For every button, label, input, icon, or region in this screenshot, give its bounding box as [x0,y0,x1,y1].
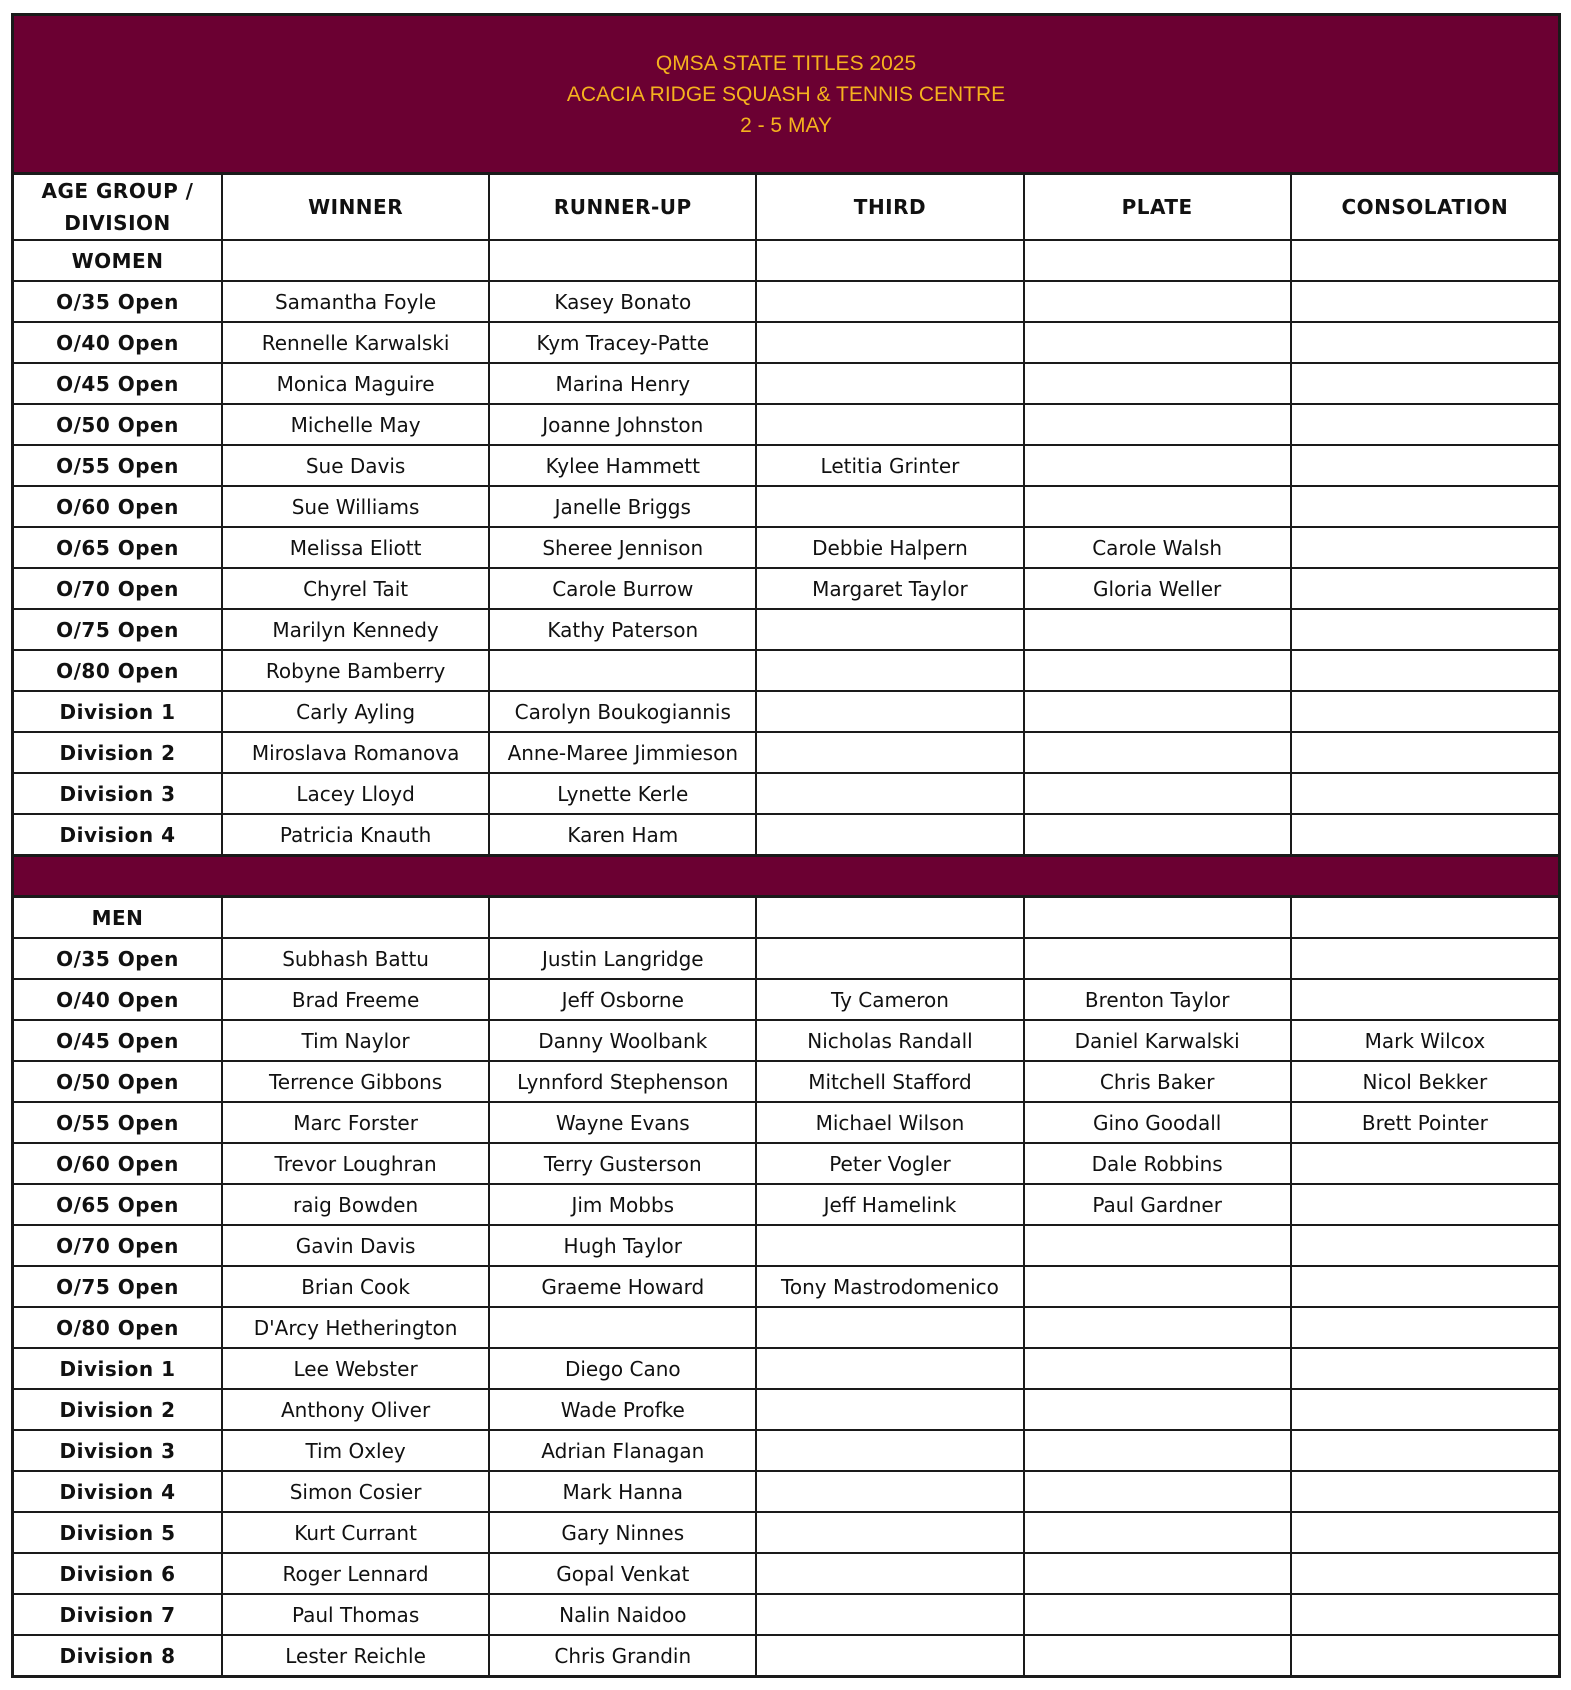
plate-cell [1024,732,1291,773]
women-results-table [14,175,1558,854]
header-third: THIRD [756,175,1023,240]
age-group-cell: O/50 Open [14,1061,222,1102]
table-row [14,363,1558,404]
age-group-cell: O/35 Open [14,938,222,979]
consolation-cell [1291,281,1558,322]
age-group-cell: O/50 Open [14,404,222,445]
runner-up-cell: Joanne Johnston [489,404,756,445]
third-cell [756,322,1023,363]
third-cell: Debbie Halpern [756,527,1023,568]
winner-cell: Gavin Davis [222,1225,489,1266]
runner-up-cell: Carolyn Boukogiannis [489,691,756,732]
table-row [14,1225,1558,1266]
consolation-cell [1291,527,1558,568]
winner-cell: Marc Forster [222,1102,489,1143]
third-cell [756,1512,1023,1553]
runner-up-cell: Gary Ninnes [489,1512,756,1553]
winner-cell: Sue Davis [222,445,489,486]
age-group-cell: Division 2 [14,732,222,773]
consolation-cell [1291,1430,1558,1471]
table-row [14,1266,1558,1307]
runner-up-cell: Jeff Osborne [489,979,756,1020]
empty-cell [1024,240,1291,281]
consolation-cell [1291,404,1558,445]
plate-cell [1024,609,1291,650]
winner-cell: D'Arcy Hetherington [222,1307,489,1348]
women-section-title: WOMEN [14,240,222,281]
title-banner [14,16,1558,175]
consolation-cell: Mark Wilcox [1291,1020,1558,1061]
winner-cell: Terrence Gibbons [222,1061,489,1102]
third-cell: Nicholas Randall [756,1020,1023,1061]
winner-cell: Lester Reichle [222,1635,489,1675]
winner-cell: Tim Oxley [222,1430,489,1471]
winner-cell: Patricia Knauth [222,814,489,854]
header-row [14,175,1558,240]
third-cell [756,281,1023,322]
table-row [14,527,1558,568]
plate-cell: Paul Gardner [1024,1184,1291,1225]
third-cell: Ty Cameron [756,979,1023,1020]
men-section-title: MEN [14,898,222,938]
runner-up-cell: Danny Woolbank [489,1020,756,1061]
consolation-cell [1291,691,1558,732]
empty-cell [1291,240,1558,281]
consolation-cell [1291,1512,1558,1553]
age-group-cell: O/45 Open [14,1020,222,1061]
age-group-cell: Division 1 [14,1348,222,1389]
runner-up-cell: Sheree Jennison [489,527,756,568]
age-group-cell: O/70 Open [14,1225,222,1266]
plate-cell [1024,445,1291,486]
runner-up-cell: Mark Hanna [489,1471,756,1512]
runner-up-cell: Anne-Maree Jimmieson [489,732,756,773]
empty-cell [222,898,489,938]
third-cell [756,691,1023,732]
age-group-cell: O/80 Open [14,1307,222,1348]
age-group-cell: O/70 Open [14,568,222,609]
age-group-cell: O/60 Open [14,486,222,527]
table-row [14,1061,1558,1102]
age-group-cell: Division 2 [14,1389,222,1430]
third-cell [756,1307,1023,1348]
empty-cell [1024,898,1291,938]
table-row [14,1512,1558,1553]
header-runner-up: RUNNER-UP [489,175,756,240]
winner-cell: Lacey Lloyd [222,773,489,814]
third-cell [756,1225,1023,1266]
table-row [14,938,1558,979]
plate-cell [1024,1512,1291,1553]
age-group-cell: O/40 Open [14,979,222,1020]
consolation-cell [1291,1553,1558,1594]
age-group-cell: Division 3 [14,773,222,814]
consolation-cell [1291,445,1558,486]
runner-up-cell: Terry Gusterson [489,1143,756,1184]
runner-up-cell: Karen Ham [489,814,756,854]
table-row [14,404,1558,445]
plate-cell [1024,650,1291,691]
runner-up-cell [489,1307,756,1348]
runner-up-cell: Gopal Venkat [489,1553,756,1594]
age-group-cell: Division 5 [14,1512,222,1553]
plate-cell [1024,1266,1291,1307]
plate-cell [1024,1471,1291,1512]
winner-cell: Carly Ayling [222,691,489,732]
consolation-cell [1291,609,1558,650]
plate-cell [1024,1430,1291,1471]
table-row [14,691,1558,732]
winner-cell: Paul Thomas [222,1594,489,1635]
third-cell [756,1594,1023,1635]
winner-cell: Marilyn Kennedy [222,609,489,650]
consolation-cell: Nicol Bekker [1291,1061,1558,1102]
section-divider [14,854,1558,898]
consolation-cell [1291,1143,1558,1184]
women-section-row [14,240,1558,281]
consolation-cell [1291,1266,1558,1307]
runner-up-cell: Marina Henry [489,363,756,404]
third-cell [756,609,1023,650]
third-cell [756,1471,1023,1512]
table-row [14,1307,1558,1348]
age-group-cell: O/45 Open [14,363,222,404]
winner-cell: Robyne Bamberry [222,650,489,691]
winner-cell: Tim Naylor [222,1020,489,1061]
winner-cell: Trevor Loughran [222,1143,489,1184]
consolation-cell [1291,1635,1558,1675]
winner-cell: Miroslava Romanova [222,732,489,773]
plate-cell [1024,1635,1291,1675]
plate-cell: Gloria Weller [1024,568,1291,609]
age-group-cell: O/75 Open [14,609,222,650]
header-age-group: AGE GROUP / DIVISION [14,175,222,240]
third-cell [756,486,1023,527]
consolation-cell [1291,1225,1558,1266]
table-row [14,1348,1558,1389]
plate-cell [1024,691,1291,732]
winner-cell: Subhash Battu [222,938,489,979]
third-cell [756,1635,1023,1675]
consolation-cell [1291,650,1558,691]
plate-cell: Carole Walsh [1024,527,1291,568]
winner-cell: Rennelle Karwalski [222,322,489,363]
consolation-cell [1291,773,1558,814]
consolation-cell: Brett Pointer [1291,1102,1558,1143]
empty-cell [489,898,756,938]
plate-cell [1024,363,1291,404]
empty-cell [489,240,756,281]
consolation-cell [1291,1307,1558,1348]
runner-up-cell: Jim Mobbs [489,1184,756,1225]
winner-cell: Sue Williams [222,486,489,527]
winner-cell: Monica Maguire [222,363,489,404]
winner-cell: Roger Lennard [222,1553,489,1594]
plate-cell: Brenton Taylor [1024,979,1291,1020]
winner-cell: Anthony Oliver [222,1389,489,1430]
runner-up-cell: Lynette Kerle [489,773,756,814]
third-cell: Tony Mastrodomenico [756,1266,1023,1307]
table-row [14,814,1558,854]
winner-cell: Simon Cosier [222,1471,489,1512]
empty-cell [1291,898,1558,938]
third-cell: Mitchell Stafford [756,1061,1023,1102]
event-title: QMSA STATE TITLES 2025 [655,51,917,75]
plate-cell [1024,322,1291,363]
third-cell [756,814,1023,854]
third-cell [756,1348,1023,1389]
winner-cell: Samantha Foyle [222,281,489,322]
plate-cell [1024,404,1291,445]
runner-up-cell: Wade Profke [489,1389,756,1430]
table-row [14,1553,1558,1594]
runner-up-cell: Wayne Evans [489,1102,756,1143]
age-group-cell: O/75 Open [14,1266,222,1307]
table-row [14,1184,1558,1225]
table-row [14,445,1558,486]
table-row [14,773,1558,814]
consolation-cell [1291,568,1558,609]
table-row [14,281,1558,322]
runner-up-cell: Lynnford Stephenson [489,1061,756,1102]
venue-name: ACACIA RIDGE SQUASH & TENNIS CENTRE [566,82,1006,106]
age-group-cell: O/55 Open [14,1102,222,1143]
table-row [14,1430,1558,1471]
empty-cell [222,240,489,281]
table-row [14,1102,1558,1143]
age-group-cell: O/60 Open [14,1143,222,1184]
winner-cell: Lee Webster [222,1348,489,1389]
header-winner: WINNER [222,175,489,240]
runner-up-cell: Hugh Taylor [489,1225,756,1266]
runner-up-cell: Justin Langridge [489,938,756,979]
header-plate: PLATE [1024,175,1291,240]
consolation-cell [1291,1471,1558,1512]
consolation-cell [1291,732,1558,773]
winner-cell: Michelle May [222,404,489,445]
winner-cell: Chyrel Tait [222,568,489,609]
winner-cell: Brad Freeme [222,979,489,1020]
third-cell [756,732,1023,773]
consolation-cell [1291,1594,1558,1635]
age-group-cell: O/55 Open [14,445,222,486]
runner-up-cell: Kathy Paterson [489,609,756,650]
runner-up-cell: Diego Cano [489,1348,756,1389]
plate-cell: Daniel Karwalski [1024,1020,1291,1061]
table-row [14,732,1558,773]
runner-up-cell: Chris Grandin [489,1635,756,1675]
consolation-cell [1291,938,1558,979]
runner-up-cell [489,650,756,691]
age-group-cell: Division 4 [14,1471,222,1512]
winner-cell: Kurt Currant [222,1512,489,1553]
table-row [14,609,1558,650]
table-row [14,1020,1558,1061]
plate-cell [1024,1553,1291,1594]
age-group-cell: O/80 Open [14,650,222,691]
table-row [14,568,1558,609]
third-cell: Peter Vogler [756,1143,1023,1184]
third-cell [756,773,1023,814]
age-group-cell: Division 6 [14,1553,222,1594]
plate-cell: Gino Goodall [1024,1102,1291,1143]
table-row [14,322,1558,363]
table-row [14,486,1558,527]
runner-up-cell: Nalin Naidoo [489,1594,756,1635]
table-row [14,650,1558,691]
age-group-cell: Division 3 [14,1430,222,1471]
third-cell: Jeff Hamelink [756,1184,1023,1225]
consolation-cell [1291,1389,1558,1430]
runner-up-cell: Janelle Briggs [489,486,756,527]
age-group-cell: O/65 Open [14,527,222,568]
runner-up-cell: Carole Burrow [489,568,756,609]
consolation-cell [1291,1184,1558,1225]
consolation-cell [1291,979,1558,1020]
age-group-cell: O/40 Open [14,322,222,363]
table-row [14,1143,1558,1184]
age-group-cell: Division 1 [14,691,222,732]
plate-cell [1024,486,1291,527]
runner-up-cell: Kym Tracey-Patte [489,322,756,363]
table-row [14,1471,1558,1512]
plate-cell [1024,281,1291,322]
men-results-table [14,898,1558,1675]
table-row [14,1389,1558,1430]
plate-cell [1024,814,1291,854]
third-cell [756,650,1023,691]
third-cell [756,363,1023,404]
table-row [14,1635,1558,1675]
men-section-row [14,898,1558,938]
third-cell [756,1553,1023,1594]
plate-cell [1024,1225,1291,1266]
empty-cell [756,240,1023,281]
winner-cell: Melissa Eliott [222,527,489,568]
event-dates: 2 - 5 MAY [740,113,832,137]
consolation-cell [1291,814,1558,854]
age-group-cell: O/35 Open [14,281,222,322]
age-group-cell: Division 7 [14,1594,222,1635]
header-consolation: CONSOLATION [1291,175,1558,240]
winner-cell: Brian Cook [222,1266,489,1307]
runner-up-cell: Adrian Flanagan [489,1430,756,1471]
table-row [14,979,1558,1020]
plate-cell [1024,938,1291,979]
empty-cell [756,898,1023,938]
runner-up-cell: Kylee Hammett [489,445,756,486]
table-row [14,1594,1558,1635]
plate-cell: Chris Baker [1024,1061,1291,1102]
age-group-cell: O/65 Open [14,1184,222,1225]
plate-cell [1024,1594,1291,1635]
third-cell: Margaret Taylor [756,568,1023,609]
plate-cell [1024,1389,1291,1430]
third-cell [756,1430,1023,1471]
results-sheet [11,13,1561,1678]
third-cell: Michael Wilson [756,1102,1023,1143]
consolation-cell [1291,1348,1558,1389]
third-cell [756,404,1023,445]
third-cell [756,938,1023,979]
runner-up-cell: Graeme Howard [489,1266,756,1307]
age-group-cell: Division 4 [14,814,222,854]
consolation-cell [1291,322,1558,363]
plate-cell [1024,1348,1291,1389]
plate-cell: Dale Robbins [1024,1143,1291,1184]
third-cell: Letitia Grinter [756,445,1023,486]
plate-cell [1024,773,1291,814]
winner-cell: raig Bowden [222,1184,489,1225]
consolation-cell [1291,486,1558,527]
age-group-cell: Division 8 [14,1635,222,1675]
third-cell [756,1389,1023,1430]
runner-up-cell: Kasey Bonato [489,281,756,322]
plate-cell [1024,1307,1291,1348]
consolation-cell [1291,363,1558,404]
